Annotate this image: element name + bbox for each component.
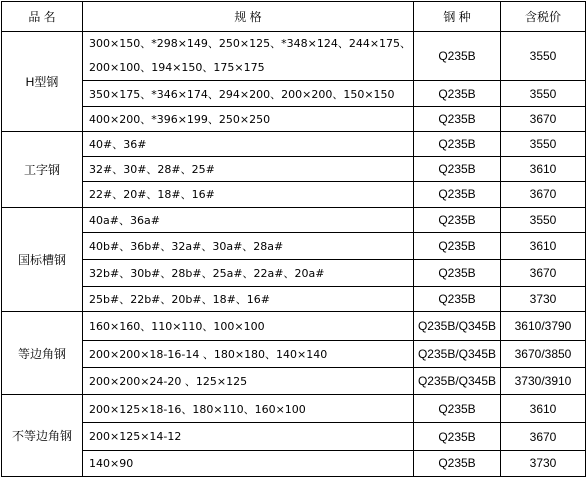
grade-cell: Q235B bbox=[414, 106, 501, 131]
spec-cell: 200×200×18-16-14 、180×180、140×140 bbox=[83, 340, 414, 367]
table-row bbox=[2, 395, 586, 423]
grade-cell: Q235B bbox=[414, 32, 501, 81]
product-name: 国标槽钢 bbox=[2, 207, 83, 312]
table-row bbox=[2, 131, 586, 156]
spec-cell: 400×200、*396×199、250×250 bbox=[83, 106, 414, 131]
grade-cell: Q235B bbox=[414, 131, 501, 156]
spec-cell: 160×160、110×110、100×100 bbox=[83, 312, 414, 340]
price-cell: 3550 bbox=[501, 32, 586, 81]
spec-cell: 32b#、30b#、28b#、25a#、22a#、20a# bbox=[83, 259, 414, 286]
table-row bbox=[2, 157, 586, 182]
header-row bbox=[2, 2, 586, 32]
spec-cell: 40a#、36a# bbox=[83, 207, 414, 232]
product-name: 不等边角钢 bbox=[2, 395, 83, 477]
grade-cell: Q235B bbox=[414, 182, 501, 207]
table-row bbox=[2, 106, 586, 131]
spec-cell: 22#、20#、18#、16# bbox=[83, 182, 414, 207]
grade-cell: Q235B bbox=[414, 81, 501, 106]
table-row bbox=[2, 287, 586, 312]
table-row bbox=[2, 232, 586, 259]
grade-cell: Q235B bbox=[414, 450, 501, 476]
grade-cell: Q235B bbox=[414, 232, 501, 259]
table-row bbox=[2, 367, 586, 394]
col-header-spec: 规 格 bbox=[83, 2, 414, 32]
grade-cell: Q235B/Q345B bbox=[414, 367, 501, 394]
price-cell: 3610 bbox=[501, 395, 586, 423]
product-name: 等边角钢 bbox=[2, 312, 83, 395]
spec-cell: 200×125×14-12 bbox=[83, 423, 414, 450]
spec-cell: 32#、30#、28#、25# bbox=[83, 157, 414, 182]
price-cell: 3730 bbox=[501, 450, 586, 476]
price-cell: 3610 bbox=[501, 232, 586, 259]
col-header-name: 品 名 bbox=[2, 2, 83, 32]
table-row bbox=[2, 423, 586, 450]
price-cell: 3670 bbox=[501, 423, 586, 450]
table-row bbox=[2, 207, 586, 232]
grade-cell: Q235B bbox=[414, 259, 501, 286]
table-row bbox=[2, 81, 586, 106]
grade-cell: Q235B bbox=[414, 157, 501, 182]
price-cell: 3730/3910 bbox=[501, 367, 586, 394]
table-row bbox=[2, 32, 586, 81]
table-row bbox=[2, 450, 586, 476]
table-row bbox=[2, 312, 586, 340]
price-cell: 3670/3850 bbox=[501, 340, 586, 367]
price-cell: 3550 bbox=[501, 81, 586, 106]
price-cell: 3550 bbox=[501, 131, 586, 156]
product-name: 工字钢 bbox=[2, 131, 83, 207]
grade-cell: Q235B bbox=[414, 207, 501, 232]
table-row bbox=[2, 259, 586, 286]
grade-cell: Q235B bbox=[414, 287, 501, 312]
spec-cell: 140×90 bbox=[83, 450, 414, 476]
grade-cell: Q235B/Q345B bbox=[414, 312, 501, 340]
spec-cell: 40#、36# bbox=[83, 131, 414, 156]
grade-cell: Q235B bbox=[414, 395, 501, 423]
price-cell: 3550 bbox=[501, 207, 586, 232]
spec-cell: 40b#、36b#、32a#、30a#、28a# bbox=[83, 232, 414, 259]
grade-cell: Q235B bbox=[414, 423, 501, 450]
steel-price-table bbox=[1, 1, 586, 477]
price-cell: 3670 bbox=[501, 106, 586, 131]
table-row bbox=[2, 182, 586, 207]
spec-cell: 200×200×24-20 、125×125 bbox=[83, 367, 414, 394]
product-name: H型钢 bbox=[2, 32, 83, 132]
col-header-grade: 钢 种 bbox=[414, 2, 501, 32]
col-header-price: 含税价 bbox=[501, 2, 586, 32]
price-cell: 3730 bbox=[501, 287, 586, 312]
price-cell: 3610/3790 bbox=[501, 312, 586, 340]
price-cell: 3670 bbox=[501, 182, 586, 207]
spec-cell: 300×150、*298×149、250×125、*348×124、244×175、200×100、194×150、175×175 bbox=[83, 32, 414, 81]
grade-cell: Q235B/Q345B bbox=[414, 340, 501, 367]
spec-cell: 350×175、*346×174、294×200、200×200、150×150 bbox=[83, 81, 414, 106]
table-row bbox=[2, 340, 586, 367]
spec-cell: 25b#、22b#、20b#、18#、16# bbox=[83, 287, 414, 312]
price-cell: 3610 bbox=[501, 157, 586, 182]
spec-cell: 200×125×18-16、180×110、160×100 bbox=[83, 395, 414, 423]
price-cell: 3670 bbox=[501, 259, 586, 286]
